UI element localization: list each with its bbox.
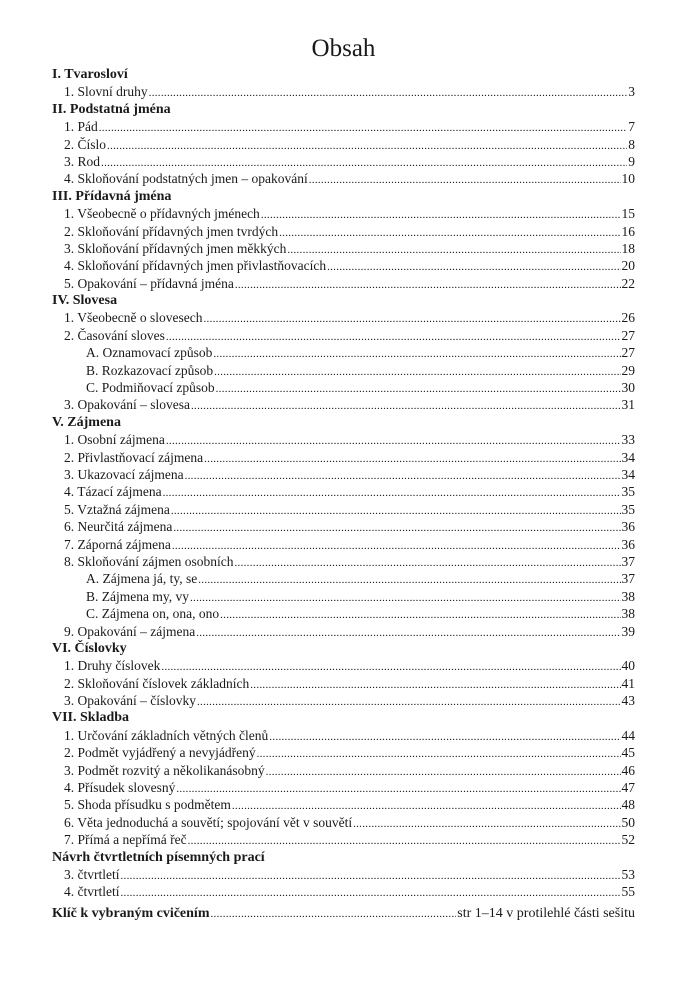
entry-page-number: 38 [621, 606, 635, 622]
dot-leader [188, 831, 621, 850]
toc-section [52, 292, 635, 414]
toc-entry[interactable] [52, 570, 635, 587]
entry-page-number: 36 [621, 536, 635, 552]
entry-page-number: 31 [621, 397, 635, 413]
entry-label: 3. Ukazovací zájmena [64, 466, 184, 482]
entry-label: 1. Všeobecně o přídavných jménech [64, 206, 260, 222]
entry-page-number: 45 [621, 745, 635, 761]
entry-label: 6. Věta jednoduchá a souvětí; spojování vět v souvětí [64, 814, 353, 830]
entry-page-number: 30 [621, 380, 635, 396]
section-heading: II. Podstatná jména [52, 101, 171, 117]
toc-entry[interactable] [52, 588, 635, 605]
toc-entry[interactable] [52, 727, 635, 744]
toc-entry[interactable] [52, 762, 635, 779]
toc-entry[interactable] [52, 744, 635, 761]
toc-entry[interactable] [52, 883, 635, 900]
entry-label: 8. Skloňování zájmen osobních [64, 553, 234, 569]
section-heading: V. Zájmena [52, 414, 121, 430]
toc-entry[interactable] [52, 675, 635, 692]
entry-label: 4. čtvrtletí [64, 884, 120, 900]
toc-entry[interactable] [52, 466, 635, 483]
section-heading: III. Přídavná jména [52, 188, 172, 204]
entry-page-number: 22 [621, 275, 635, 291]
toc-entry[interactable] [52, 692, 635, 709]
entry-page-number: 55 [621, 884, 635, 900]
toc-section [52, 640, 635, 710]
entry-label: 1. Slovní druhy [64, 84, 148, 100]
section-heading: Návrh čtvrtletních písemných prací [52, 849, 265, 865]
toc-section [52, 101, 635, 188]
entry-label: 3. Opakování – číslovky [64, 693, 196, 709]
entry-label: 4. Přísudek slovesný [64, 780, 176, 796]
toc-entry[interactable] [52, 83, 635, 100]
entry-label: 4. Skloňování podstatných jmen – opakování [64, 171, 308, 187]
entry-label: 3. Rod [64, 153, 101, 169]
answer-key-entry[interactable] [52, 905, 635, 922]
entry-label: 2. Skloňování číslovek základních [64, 675, 250, 691]
dot-leader [120, 883, 620, 902]
toc-entry[interactable] [52, 344, 635, 361]
entry-label: 2. Skloňování přídavných jmen tvrdých [64, 223, 279, 239]
toc-entry[interactable] [52, 831, 635, 848]
toc-entry[interactable] [52, 431, 635, 448]
entry-page-number: 41 [621, 675, 635, 691]
entry-page-number: 35 [621, 501, 635, 517]
dot-leader [235, 275, 621, 294]
toc-entry[interactable] [52, 605, 635, 622]
entry-label: B. Zájmena my, vy [86, 588, 189, 604]
entry-page-number: 47 [621, 780, 635, 796]
entry-page-number: 9 [628, 153, 635, 169]
dot-leader [309, 170, 621, 189]
toc-entry[interactable] [52, 814, 635, 831]
entry-label: 2. Podmět vyjádřený a nevyjádřený [64, 745, 256, 761]
entry-page-number: 34 [621, 466, 635, 482]
entry-page-number: 29 [621, 362, 635, 378]
entry-page-number: 27 [621, 327, 635, 343]
entry-page-number: 50 [621, 814, 635, 830]
entry-label: 1. Osobní zájmena [64, 432, 165, 448]
entry-label: 2. Časování sloves [64, 327, 165, 343]
entry-page-number: 8 [628, 136, 635, 152]
entry-label: C. Zájmena on, ona, ono [86, 606, 220, 622]
toc-entry[interactable] [52, 657, 635, 674]
entry-label: 3. Podmět rozvitý a několikanásobný [64, 762, 265, 778]
entry-page-number: 37 [621, 553, 635, 569]
entry-label: 3. Skloňování přídavných jmen měkkých [64, 240, 287, 256]
toc-entry[interactable] [52, 536, 635, 553]
entry-label: C. Podmiňovací způsob [86, 380, 215, 396]
entry-page-number: 39 [621, 623, 635, 639]
entry-page-number: 18 [621, 240, 635, 256]
dot-leader [211, 905, 457, 923]
entry-page-number: 35 [621, 484, 635, 500]
answer-key-label: Klíč k vybraným cvičením [52, 905, 210, 921]
entry-label: 7. Přímá a nepřímá řeč [64, 832, 187, 848]
toc-entry[interactable] [52, 223, 635, 240]
entry-page-number: 15 [621, 206, 635, 222]
entry-label: 5. Vztažná zájmena [64, 501, 170, 517]
toc-entry[interactable] [52, 240, 635, 257]
answer-key-pages: str 1–14 v protilehlé části sešitu [457, 905, 635, 921]
entry-page-number: 46 [621, 762, 635, 778]
toc-entry[interactable] [52, 257, 635, 274]
entry-page-number: 3 [628, 84, 635, 100]
entry-label: 7. Záporná zájmena [64, 536, 171, 552]
entry-label: 3. Opakování – slovesa [64, 397, 190, 413]
dot-leader [196, 623, 620, 642]
entry-label: A. Zájmena já, ty, se [86, 571, 198, 587]
entry-page-number: 26 [621, 310, 635, 326]
toc-section [52, 188, 635, 292]
entry-label: 2. Přivlastňovací zájmena [64, 449, 204, 465]
entry-page-number: 27 [621, 345, 635, 361]
entry-page-number: 37 [621, 571, 635, 587]
toc-page [52, 30, 635, 922]
toc-entry[interactable] [52, 327, 635, 344]
toc-section [52, 849, 635, 901]
toc-entry[interactable] [52, 553, 635, 570]
entry-page-number: 10 [621, 171, 635, 187]
toc-section [52, 709, 635, 848]
entry-page-number: 48 [621, 797, 635, 813]
section-heading: IV. Slovesa [52, 293, 118, 309]
entry-label: 2. Číslo [64, 136, 107, 152]
dot-leader [191, 396, 621, 415]
entry-page-number: 38 [621, 588, 635, 604]
toc-entry[interactable] [52, 362, 635, 379]
entry-label: 6. Neurčitá zájmena [64, 519, 173, 535]
entry-label: B. Rozkazovací způsob [86, 362, 214, 378]
toc-entry[interactable] [52, 275, 635, 292]
entry-page-number: 7 [628, 119, 635, 135]
toc-entry[interactable] [52, 396, 635, 413]
toc-entry[interactable] [52, 866, 635, 883]
dot-leader [197, 692, 621, 711]
section-heading: I. Tvarosloví [52, 67, 128, 82]
toc-entry[interactable] [52, 136, 635, 153]
entry-label: 9. Opakování – zájmena [64, 623, 196, 639]
toc-entry[interactable] [52, 205, 635, 222]
table-of-contents [52, 66, 635, 901]
toc-entry[interactable] [52, 118, 635, 135]
entry-label: 4. Tázací zájmena [64, 484, 162, 500]
entry-label: 1. Pád [64, 119, 98, 135]
toc-entry[interactable] [52, 379, 635, 396]
entry-label: 5. Shoda přísudku s podmětem [64, 797, 231, 813]
toc-entry[interactable] [52, 501, 635, 518]
entry-label: 5. Opakování – přídavná jména [64, 275, 234, 291]
entry-page-number: 16 [621, 223, 635, 239]
toc-entry[interactable] [52, 153, 635, 170]
entry-page-number: 53 [621, 866, 635, 882]
entry-label: 1. Určování základních větných členů [64, 727, 269, 743]
toc-section [52, 414, 635, 640]
toc-entry[interactable] [52, 518, 635, 535]
toc-entry[interactable] [52, 779, 635, 796]
entry-page-number: 52 [621, 832, 635, 848]
entry-page-number: 20 [621, 258, 635, 274]
toc-entry[interactable] [52, 796, 635, 813]
entry-page-number: 36 [621, 519, 635, 535]
toc-entry[interactable] [52, 309, 635, 326]
entry-label: A. Oznamovací způsob [86, 345, 213, 361]
entry-page-number: 33 [621, 432, 635, 448]
entry-label: 1. Druhy číslovek [64, 658, 161, 674]
entry-label: 4. Skloňování přídavných jmen přivlastňovacích [64, 258, 327, 274]
toc-entry[interactable] [52, 449, 635, 466]
entry-page-number: 34 [621, 449, 635, 465]
toc-entry[interactable] [52, 623, 635, 640]
entry-page-number: 43 [621, 693, 635, 709]
section-heading: VI. Číslovky [52, 640, 127, 656]
toc-section [52, 66, 635, 101]
dot-leader [149, 83, 628, 102]
toc-entry[interactable] [52, 483, 635, 500]
section-heading: VII. Skladba [52, 710, 130, 726]
entry-page-number: 40 [621, 658, 635, 674]
entry-label: 1. Všeobecně o slovesech [64, 310, 203, 326]
page-title: Obsah [311, 35, 376, 62]
entry-label: 3. čtvrtletí [64, 866, 120, 882]
entry-page-number: 44 [621, 727, 635, 743]
toc-entry[interactable] [52, 170, 635, 187]
